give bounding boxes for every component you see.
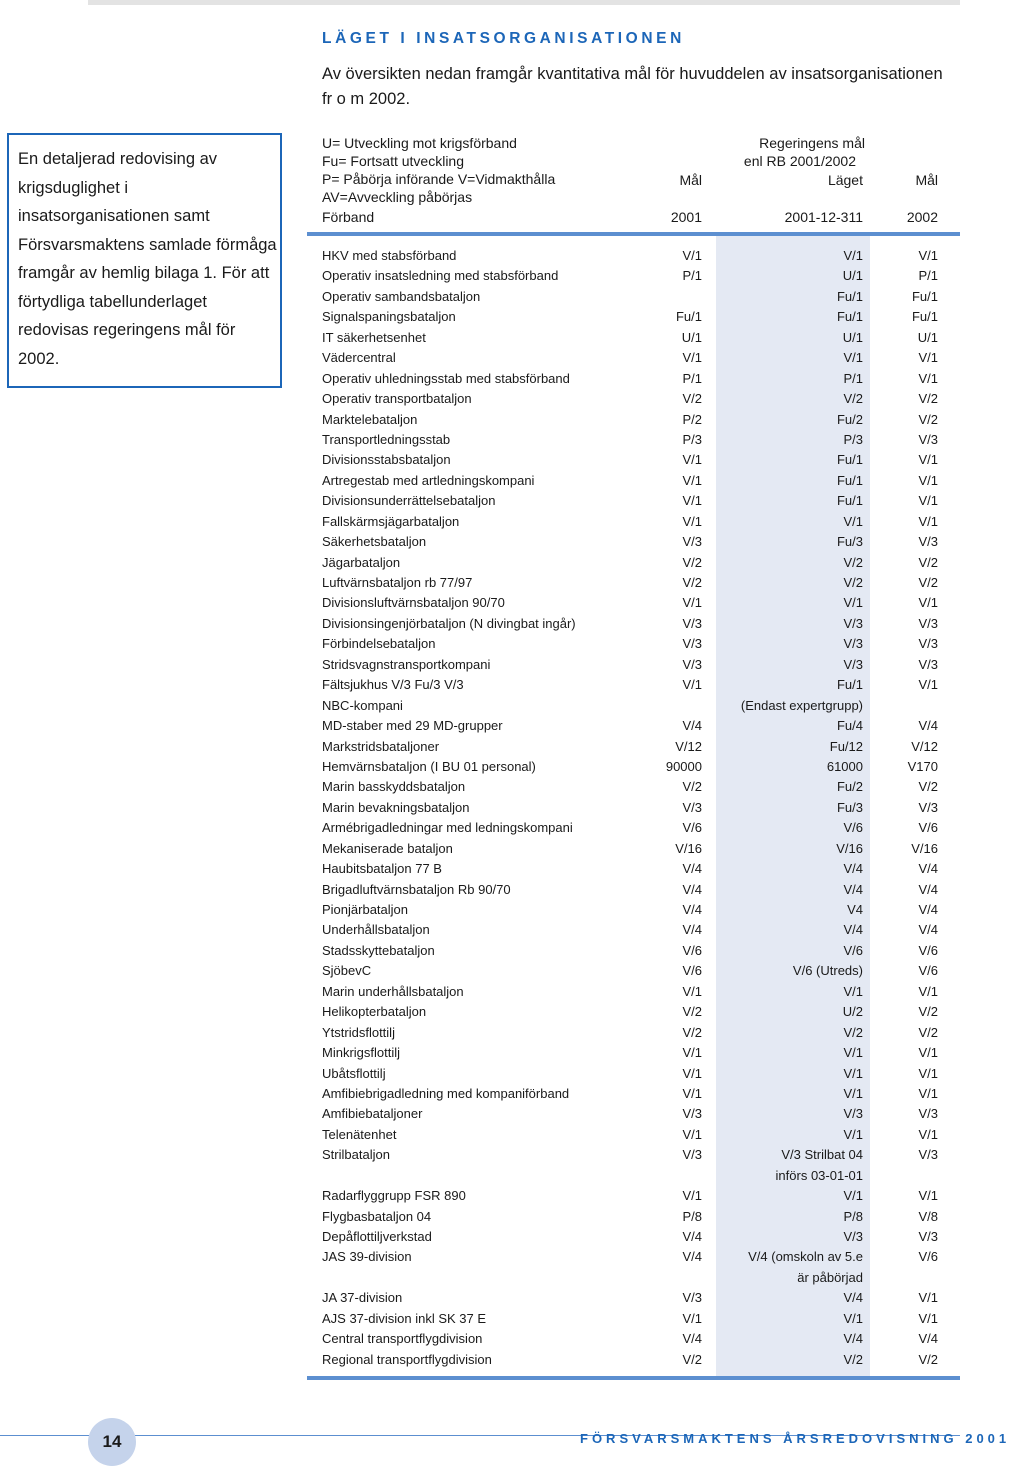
cell-mal-2002: V/3 (918, 431, 938, 447)
cell-mal-2002: V/1 (918, 248, 938, 263)
cell-unit: Depåflottiljverkstad (322, 1229, 432, 1244)
cell-mal-2001: V/1 (682, 513, 702, 529)
cell-mal-2001: V/2 (682, 391, 702, 407)
cell-mal-2002: V/6 (918, 820, 938, 836)
cell-mal-2001: V/4 (682, 1331, 702, 1347)
cell-unit: Operativ transportbataljon (322, 391, 472, 407)
cell-unit: Jägarbataljon (322, 554, 401, 570)
cell-laget: V/3 (843, 1106, 863, 1122)
cell-mal-2002: V/1 (918, 1290, 938, 1306)
cell-laget: V/3 Strilbat 04 (781, 1147, 863, 1163)
cell-laget: V/16 (836, 840, 863, 856)
table-row (322, 1268, 940, 1288)
table-row (322, 757, 940, 777)
cell-mal-2001: V/2 (682, 1024, 702, 1040)
cell-laget: Fu/1 (836, 493, 863, 509)
cell-mal-2001: U/1 (681, 329, 702, 345)
cell-laget: V/2 (843, 1024, 863, 1040)
cell-unit: Divisionsingenjörbataljon (N divingbat ingår) (322, 615, 576, 631)
table-row (322, 634, 940, 654)
legend-line-2: Fu= Fortsatt utveckling (322, 153, 465, 169)
cell-mal-2002: V/1 (918, 1085, 938, 1101)
cell-laget: V/1 (843, 1045, 863, 1061)
cell-mal-2001: V/4 (682, 922, 702, 938)
cell-mal-2001: V/2 (682, 1004, 702, 1020)
cell-unit: Markstridsbataljoner (322, 738, 440, 754)
cell-laget: V/2 (843, 391, 863, 407)
cell-mal-2001: V/6 (682, 942, 702, 958)
table-row (322, 1350, 940, 1370)
cell-mal-2002: V/2 (918, 575, 938, 590)
table-row (322, 1064, 940, 1084)
page-number-badge (88, 1418, 136, 1466)
cell-unit: AJS 37-division inkl SK 37 E (322, 1310, 487, 1326)
table-row (322, 1104, 940, 1124)
cell-laget: Fu/2 (836, 779, 863, 795)
table-row (322, 1329, 940, 1349)
cell-mal-2001: V/2 (682, 1351, 702, 1367)
cell-mal-2002: V/3 (918, 656, 938, 672)
cell-mal-2002: V/2 (918, 1351, 938, 1367)
table-row (322, 246, 940, 266)
cell-unit: Telenätenhet (322, 1126, 397, 1142)
legend-line-3: P= Påbörja införande V=Vidmakthålla (322, 171, 556, 187)
table-header (322, 135, 940, 230)
table-row (322, 1288, 940, 1308)
cell-mal-2002: V/1 (918, 595, 938, 611)
table-row (322, 880, 940, 900)
footer-title: FÖRSVARSMAKTENS ÅRSREDOVISNING 2001 (580, 1431, 1010, 1446)
cell-mal-2001: V/1 (682, 1085, 702, 1101)
table-row (322, 859, 940, 879)
cell-laget: V/2 (843, 1351, 863, 1367)
cell-unit: Signalspaningsbataljon (322, 309, 456, 325)
cell-mal-2001: P/1 (682, 268, 702, 284)
cell-unit: Divisionsstabsbataljon (322, 452, 451, 468)
table-row (322, 491, 940, 511)
table-row (322, 716, 940, 736)
cell-unit: Operativ sambandsbataljon (322, 288, 481, 304)
cell-laget: V/4 (843, 1290, 863, 1306)
cell-mal-2002: V170 (907, 758, 938, 774)
table-header-rule (307, 232, 960, 236)
table-row (322, 798, 940, 818)
table-row (322, 1247, 940, 1267)
cell-mal-2002: V/8 (918, 1208, 938, 1224)
gov-heading-line-2: enl RB 2001/2002 (743, 153, 856, 169)
cell-mal-2002: P/1 (918, 268, 938, 284)
cell-laget: Fu/1 (836, 472, 863, 488)
cell-unit: Operativ uhledningsstab med stabsförband (322, 370, 570, 386)
cell-unit: SjöbevC (322, 963, 372, 979)
cell-unit: Strilbataljon (322, 1147, 390, 1163)
intro-paragraph: Av översikten nedan framgår kvantitativa mål för huvuddelen av insatsorganisationen fr o m 2002. (322, 65, 943, 108)
table-row (322, 328, 940, 348)
cell-laget: U/2 (842, 1004, 863, 1020)
cell-mal-2002: V/1 (918, 983, 938, 999)
cell-mal-2002: V/4 (918, 922, 938, 938)
table-row (322, 1186, 940, 1206)
cell-laget: V/4 (843, 1331, 863, 1347)
cell-mal-2002: V/1 (918, 493, 938, 509)
cell-mal-2002: V/1 (918, 1065, 938, 1081)
cell-laget: V4 (847, 902, 863, 917)
table-row (322, 1023, 940, 1043)
cell-laget: Fu/1 (836, 309, 863, 325)
cell-unit: Brigadluftvärnsbataljon Rb 90/70 (322, 881, 511, 897)
cell-mal-2001: V/16 (675, 840, 702, 856)
cell-mal-2002: V/2 (918, 1024, 938, 1040)
cell-mal-2001: V/3 (682, 534, 702, 550)
table-row (322, 920, 940, 940)
cell-laget: V/6 (843, 942, 863, 958)
table-row (322, 369, 940, 389)
cell-unit: Marin bevakningsbataljon (322, 799, 470, 815)
cell-mal-2002: V/3 (918, 1147, 938, 1163)
table-row (322, 389, 940, 409)
cell-unit: Stridsvagnstransportkompani (322, 656, 491, 672)
table-row (322, 900, 940, 920)
table-row (322, 410, 940, 430)
cell-mal-2001: V/1 (682, 1126, 702, 1142)
cell-mal-2001: V/3 (682, 1290, 702, 1306)
table-row (322, 1145, 940, 1165)
cell-mal-2001: V/1 (682, 452, 702, 468)
cell-mal-2001: V/3 (682, 1147, 702, 1163)
cell-unit: Stadsskyttebataljon (322, 942, 435, 958)
cell-mal-2001: V/1 (682, 1065, 702, 1081)
cell-laget: V/2 (843, 575, 863, 590)
table-row (322, 512, 940, 532)
cell-unit: Hemvärnsbataljon (I BU 01 personal) (322, 758, 536, 774)
cell-mal-2002: V/16 (911, 840, 938, 856)
cell-mal-2001: V/4 (682, 1229, 702, 1244)
cell-mal-2002: V/1 (918, 677, 938, 693)
table-row (322, 471, 940, 491)
cell-mal-2001: V/1 (682, 248, 702, 263)
year-mal-2002: 2002 (906, 209, 938, 225)
table-row (322, 818, 940, 838)
table-row (322, 266, 940, 286)
cell-laget: införs 03-01-01 (775, 1167, 863, 1183)
cell-laget: Fu/3 (836, 799, 863, 815)
cell-unit: MD-staber med 29 MD-grupper (322, 718, 503, 734)
cell-mal-2002: V/2 (918, 391, 938, 407)
cell-mal-2002: V/4 (918, 902, 938, 917)
cell-unit: Helikopterbataljon (322, 1004, 427, 1020)
cell-unit: Central transportflygdivision (322, 1331, 483, 1347)
cell-laget: är påbörjad (797, 1269, 863, 1285)
table-row (322, 777, 940, 797)
table-row (322, 696, 940, 716)
cell-mal-2001: 90000 (665, 758, 702, 774)
sidebar-note-box (7, 133, 282, 388)
cell-laget: (Endast expertgrupp) (740, 697, 863, 713)
cell-mal-2002: V/2 (918, 411, 938, 427)
cell-laget: V/1 (843, 595, 863, 611)
cell-laget: V/1 (843, 1310, 863, 1326)
cell-mal-2001: V/1 (682, 1188, 702, 1204)
cell-unit: Marktelebataljon (322, 411, 418, 427)
cell-unit: Fallskärmsjägarbataljon (322, 513, 460, 529)
cell-mal-2002: V/3 (918, 636, 938, 652)
cell-laget: V/1 (843, 1085, 863, 1101)
cell-laget: V/3 (843, 656, 863, 672)
cell-unit: Förbindelsebataljon (322, 636, 436, 652)
table-row (322, 839, 940, 859)
cell-laget: V/3 (843, 615, 863, 631)
cell-unit: JAS 39-division (322, 1249, 412, 1265)
cell-laget: V/1 (843, 248, 863, 263)
cell-laget: Fu/3 (836, 534, 863, 550)
cell-mal-2002: V/3 (918, 1229, 938, 1244)
cell-unit: Transportledningsstab (322, 431, 451, 447)
cell-mal-2002: V/4 (918, 881, 938, 897)
table-row (322, 614, 940, 634)
cell-mal-2002: V/6 (918, 963, 938, 979)
cell-unit: Regional transportflygdivision (322, 1351, 492, 1367)
cell-unit: Marin basskyddsbataljon (322, 779, 466, 795)
table-row (322, 593, 940, 613)
cell-mal-2001: V/1 (682, 595, 702, 611)
cell-mal-2001: P/2 (682, 411, 702, 427)
table-row (322, 1002, 940, 1022)
cell-mal-2002: V/2 (918, 779, 938, 795)
cell-laget: Fu/1 (836, 288, 863, 304)
cell-mal-2002: Fu/1 (911, 288, 938, 304)
cell-mal-2002: V/4 (918, 1331, 938, 1347)
cell-mal-2001: V/2 (682, 575, 702, 590)
sidebar-note-text: En detaljerad redovising av krigsduglighet i insatsorganisationen samt Försvarsmaktens samlade förmåga framgår av hemlig bilaga 1. För att förtydliga tabellunderlaget redovisas regeringens mål för 2002. (18, 150, 277, 368)
table-row (322, 1166, 940, 1186)
cell-mal-2002: V/1 (918, 1310, 938, 1326)
cell-mal-2001: P/8 (682, 1208, 702, 1224)
cell-mal-2002: V/12 (911, 738, 938, 754)
legend-line-1: U= Utveckling mot krigsförband (322, 135, 517, 151)
page-number: 14 (102, 1432, 122, 1451)
table-row (322, 1309, 940, 1329)
cell-mal-2002: V/3 (918, 1106, 938, 1122)
cell-mal-2002: V/1 (918, 370, 938, 386)
cell-laget: Fu/2 (836, 411, 863, 427)
cell-mal-2001: V/6 (682, 820, 702, 836)
column-header-laget: Läget (827, 172, 863, 188)
cell-unit: Artregestab med artledningskompani (322, 472, 535, 488)
cell-unit: Ytstridsflottilj (322, 1024, 395, 1040)
table-row (322, 1125, 940, 1145)
table-row (322, 287, 940, 307)
cell-unit: Pionjärbataljon (322, 902, 409, 917)
cell-laget: V/4 (843, 881, 863, 897)
legend-line-4: AV=Avveckling påbörjas (322, 189, 473, 205)
cell-mal-2002: V/3 (918, 534, 938, 550)
cell-mal-2001: V/1 (682, 677, 702, 693)
cell-mal-2001: V/4 (682, 881, 702, 897)
cell-laget: V/6 (843, 820, 863, 836)
cell-mal-2002: V/6 (918, 942, 938, 958)
cell-laget: 61000 (826, 758, 863, 774)
table-row (322, 941, 940, 961)
cell-laget: V/1 (843, 1065, 863, 1081)
cell-unit: Amfibiebataljoner (322, 1106, 423, 1122)
cell-mal-2002: V/1 (918, 513, 938, 529)
cell-mal-2001: V/4 (682, 861, 702, 877)
cell-mal-2002: V/2 (918, 554, 938, 570)
cell-mal-2001: Fu/1 (675, 309, 702, 325)
table-row (322, 675, 940, 695)
table-row (322, 1227, 940, 1247)
gov-heading-line-1: Regeringens mål (759, 135, 865, 151)
cell-unit: Armébrigadledningar med ledningskompani (322, 820, 573, 836)
cell-mal-2001: V/1 (682, 1310, 702, 1326)
table-row (322, 1084, 940, 1104)
table-bottom-rule (307, 1376, 960, 1380)
cell-laget: P/8 (843, 1208, 863, 1224)
cell-laget: Fu/4 (836, 718, 863, 734)
cell-laget: V/3 (843, 1229, 863, 1244)
cell-laget: V/6 (Utreds) (792, 963, 863, 979)
cell-unit: Vädercentral (322, 350, 396, 366)
cell-mal-2001: V/3 (682, 656, 702, 672)
cell-laget: V/1 (843, 1126, 863, 1142)
cell-unit: Säkerhetsbataljon (322, 534, 427, 550)
cell-mal-2001: V/1 (682, 472, 702, 488)
cell-laget: V/4 (843, 861, 863, 877)
cell-unit: IT säkerhetsenhet (322, 329, 426, 345)
cell-laget: P/3 (843, 431, 863, 447)
cell-laget: V/1 (843, 983, 863, 999)
cell-unit: Divisionsluftvärnsbataljon 90/70 (322, 595, 505, 611)
cell-laget: U/1 (842, 268, 863, 284)
cell-mal-2001: V/2 (682, 779, 702, 795)
cell-mal-2002: V/1 (918, 1188, 938, 1204)
table-row (322, 553, 940, 573)
table-row (322, 573, 940, 593)
cell-unit: NBC-kompani (322, 697, 403, 713)
cell-unit: JA 37-division (322, 1290, 403, 1306)
cell-mal-2001: V/4 (682, 1249, 702, 1265)
cell-mal-2001: V/4 (682, 902, 702, 917)
cell-mal-2001: P/3 (682, 431, 702, 447)
cell-mal-2001: V/3 (682, 615, 702, 631)
cell-mal-2002: V/6 (918, 1249, 938, 1265)
table-row (322, 961, 940, 981)
cell-mal-2002: V/1 (918, 472, 938, 488)
cell-laget: Fu/1 (836, 452, 863, 468)
cell-mal-2002: Fu/1 (911, 309, 938, 325)
cell-laget: P/1 (843, 370, 863, 386)
table-row (322, 982, 940, 1002)
cell-laget: V/2 (843, 554, 863, 570)
table-row (322, 307, 940, 327)
table-row (322, 655, 940, 675)
cell-mal-2001: V/1 (682, 493, 702, 509)
table-body (322, 246, 940, 1370)
cell-mal-2002: V/1 (918, 1045, 938, 1061)
table-row (322, 1043, 940, 1063)
cell-mal-2001: V/1 (682, 1045, 702, 1061)
column-header-mal-2001: Mål (679, 172, 702, 188)
cell-mal-2002: V/3 (918, 615, 938, 631)
table-row (322, 737, 940, 757)
cell-mal-2002: V/1 (918, 452, 938, 468)
cell-mal-2002: V/2 (918, 1004, 938, 1020)
cell-mal-2001: V/6 (682, 963, 702, 979)
cell-mal-2002: U/1 (917, 329, 938, 345)
cell-unit: Mekaniserade bataljon (322, 840, 453, 856)
cell-unit: Minkrigsflottilj (322, 1045, 401, 1061)
cell-mal-2001: V/12 (675, 738, 702, 754)
cell-unit: Flygbasbataljon 04 (322, 1208, 432, 1224)
cell-mal-2001: V/3 (682, 799, 702, 815)
cell-unit: Fältsjukhus V/3 Fu/3 V/3 (322, 677, 464, 693)
table-row (322, 450, 940, 470)
year-laget: 2001-12-311 (784, 209, 863, 225)
cell-mal-2002: V/3 (918, 799, 938, 815)
column-header-mal-2002: Mål (915, 172, 938, 188)
cell-laget: V/1 (843, 1188, 863, 1204)
cell-unit: Divisionsunderrättelsebataljon (322, 493, 496, 509)
cell-laget: V/3 (843, 636, 863, 652)
cell-unit: Amfibiebrigadledning med kompaniförband (322, 1085, 570, 1101)
cell-mal-2002: V/1 (918, 350, 938, 366)
cell-mal-2001: V/3 (682, 1106, 702, 1122)
cell-mal-2001: V/1 (682, 983, 702, 999)
table-row (322, 1207, 940, 1227)
cell-laget: V/4 (843, 922, 863, 938)
cell-mal-2002: V/4 (918, 861, 938, 877)
cell-laget: Fu/12 (829, 738, 863, 754)
cell-mal-2002: V/1 (918, 1126, 938, 1142)
table-row (322, 532, 940, 552)
cell-mal-2001: V/2 (682, 554, 702, 570)
year-mal-2001: 2001 (670, 209, 702, 225)
cell-laget: V/1 (843, 513, 863, 529)
cell-mal-2001: P/1 (682, 370, 702, 386)
table-row (322, 430, 940, 450)
cell-unit: Radarflyggrupp FSR 890 (322, 1188, 466, 1204)
cell-unit: Haubitsbataljon 77 B (322, 861, 442, 877)
cell-laget: Fu/1 (836, 677, 863, 693)
table-row (322, 348, 940, 368)
cell-unit: Underhållsbataljon (322, 922, 430, 938)
cell-unit: Luftvärnsbataljon rb 77/97 (322, 575, 473, 590)
column-header-forband: Förband (322, 209, 375, 225)
cell-mal-2001: V/4 (682, 718, 702, 734)
cell-laget: V/1 (843, 350, 863, 366)
top-rule (88, 0, 960, 5)
cell-laget: U/1 (842, 329, 863, 345)
cell-unit: Marin underhållsbataljon (322, 983, 464, 999)
cell-mal-2001: V/1 (682, 350, 702, 366)
cell-unit: Operativ insatsledning med stabsförband (322, 268, 559, 284)
cell-mal-2002: V/4 (918, 718, 938, 734)
section-heading: LÄGET I INSATSORGANISATIONEN (322, 30, 685, 47)
cell-unit: HKV med stabsförband (322, 248, 457, 263)
cell-unit: Ubåtsflottilj (322, 1065, 386, 1081)
cell-mal-2001: V/3 (682, 636, 702, 652)
cell-laget: V/4 (omskoln av 5.e (748, 1249, 863, 1265)
